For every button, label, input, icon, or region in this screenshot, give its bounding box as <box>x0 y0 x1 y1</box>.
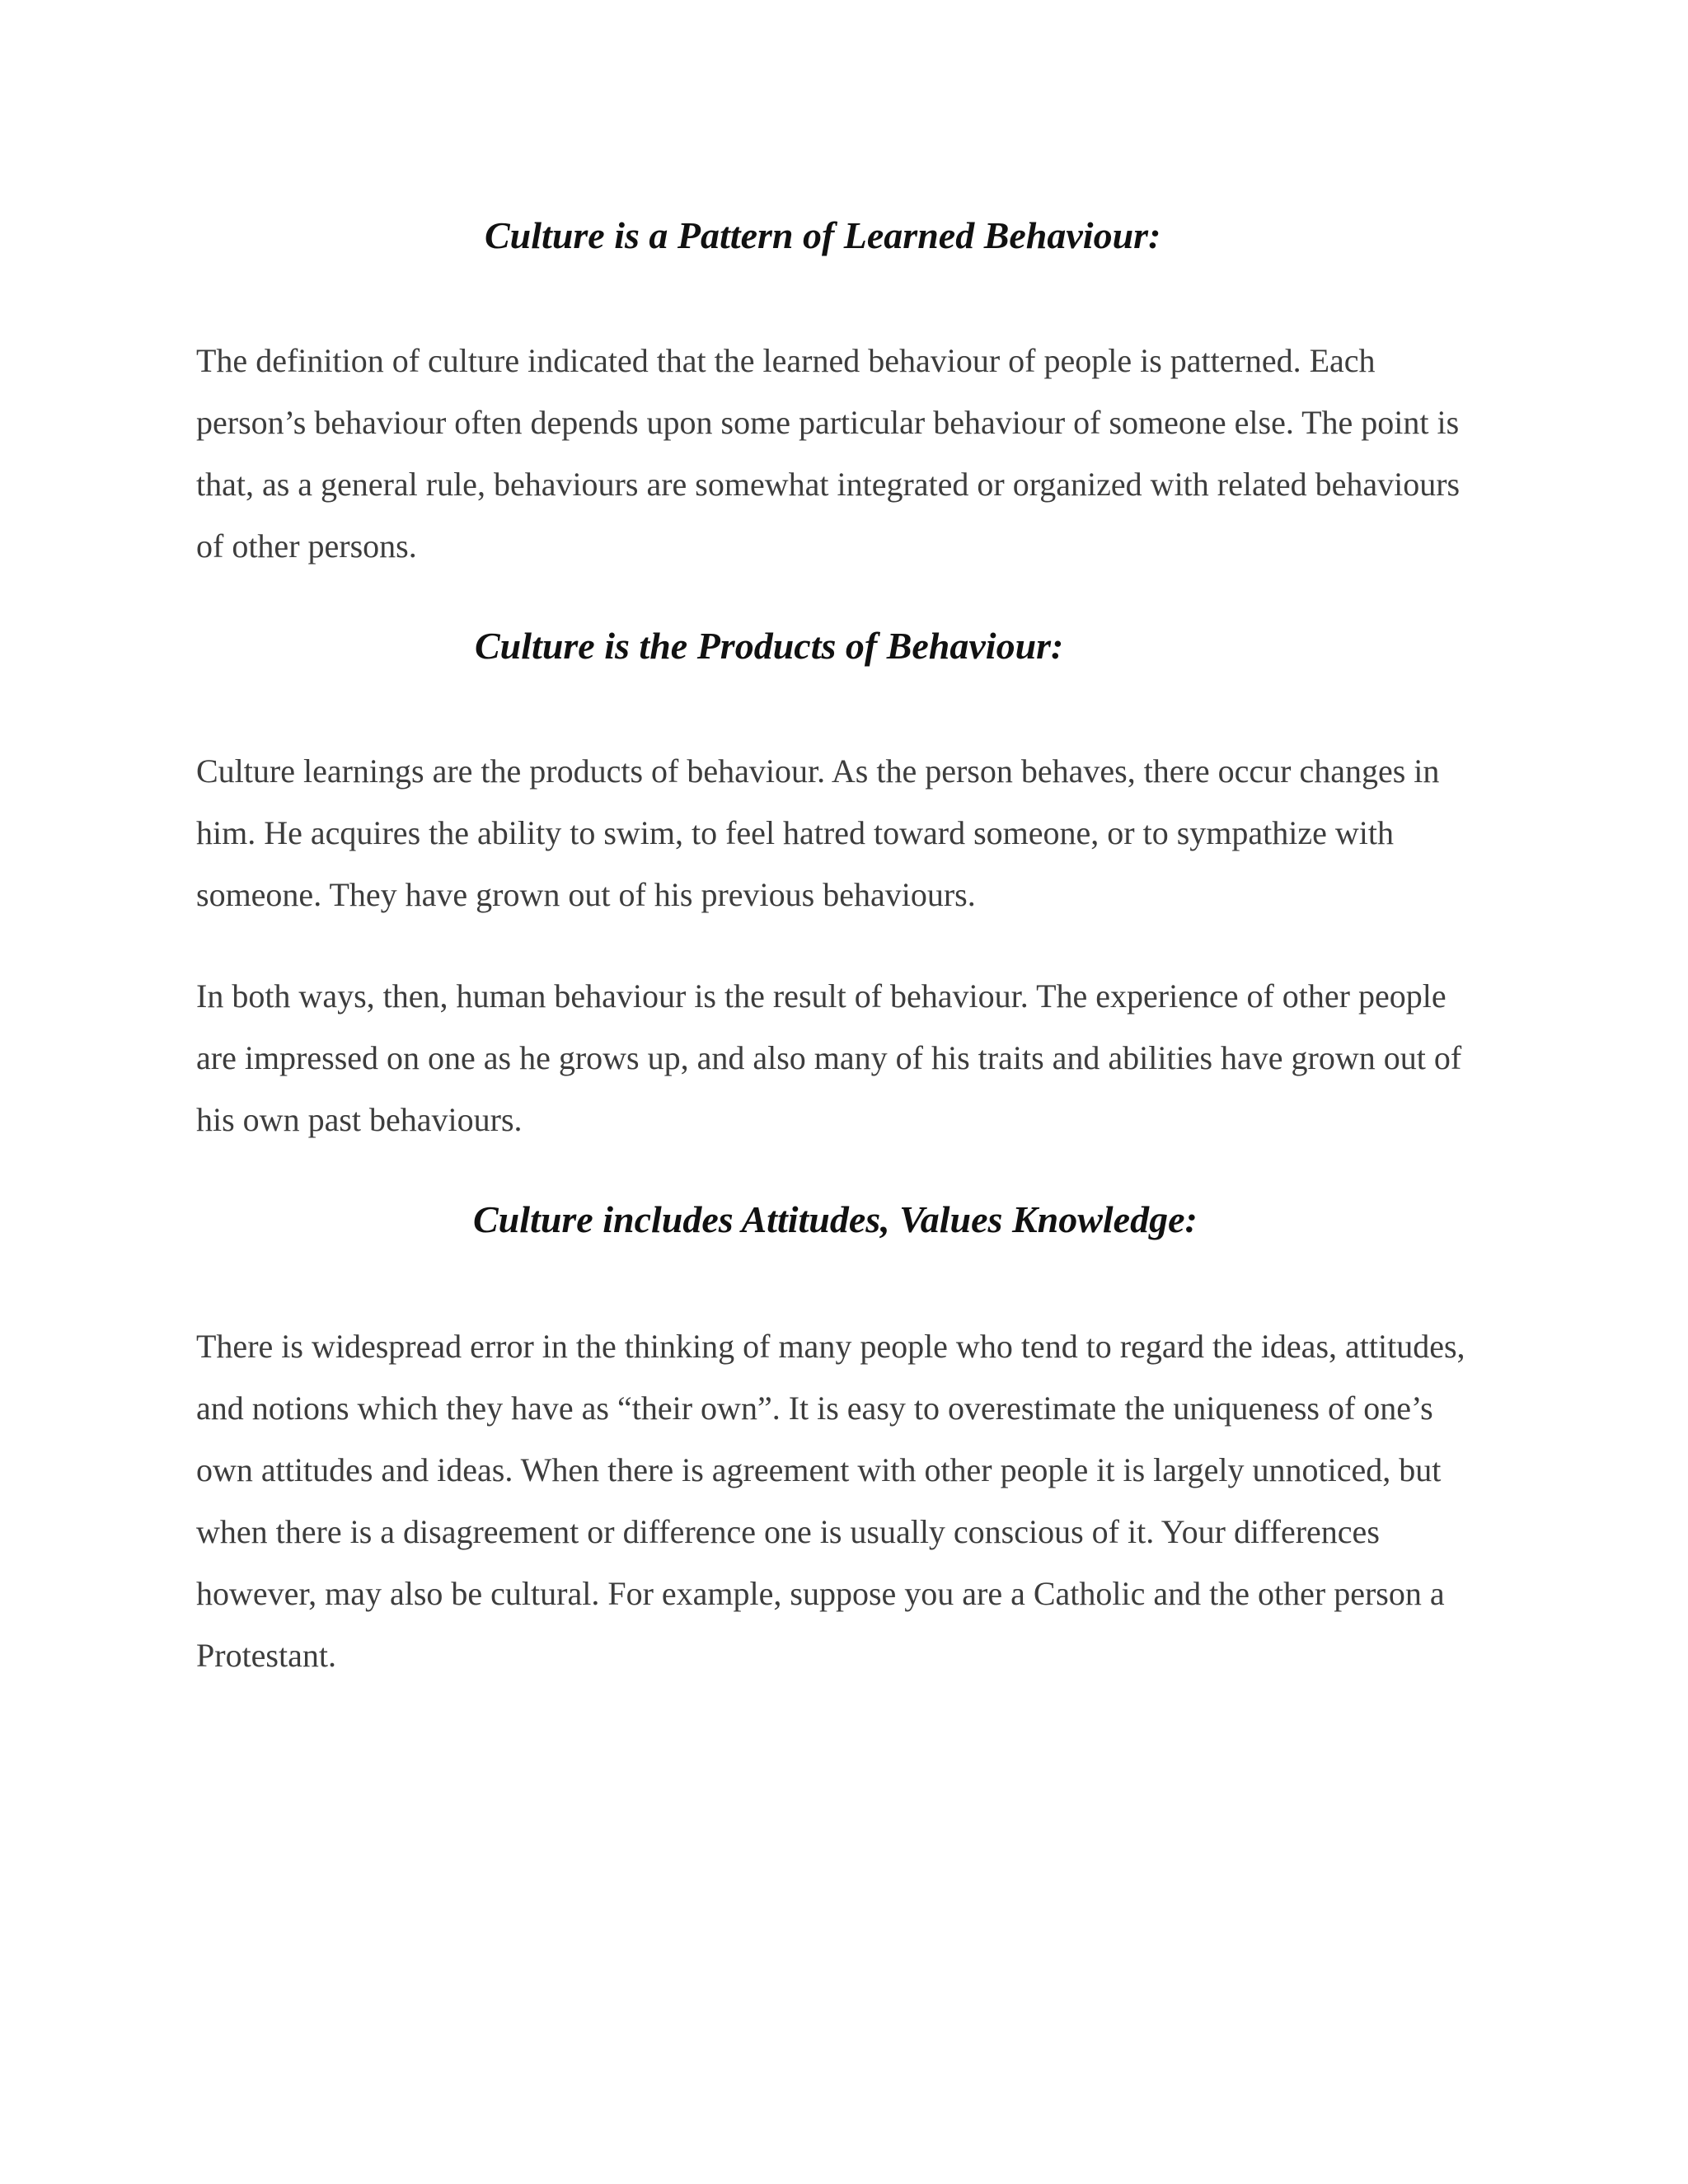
section-heading-products-of-behaviour: Culture is the Products of Behaviour: <box>475 625 1064 667</box>
paragraph-line: when there is a disagreement or difference one is usually conscious of it. Your differences <box>196 1513 1380 1550</box>
paragraph-line: and notions which they have as “their own”. It is easy to overestimate the uniqueness of one’s <box>196 1390 1433 1427</box>
paragraph-line: Culture learnings are the products of behaviour. As the person behaves, there occur changes in <box>196 752 1440 790</box>
paragraph-line: Protestant. <box>196 1637 336 1674</box>
paragraph-learned-behaviour <box>196 330 1482 577</box>
paragraph-line: of other persons. <box>196 527 417 565</box>
paragraph-line: however, may also be cultural. For example, suppose you are a Catholic and the other person a <box>196 1575 1445 1612</box>
paragraph-line: person’s behaviour often depends upon some particular behaviour of someone else. The point is <box>196 404 1460 441</box>
paragraph-attitudes-values <box>196 1315 1482 1686</box>
paragraph-line: someone. They have grown out of his previous behaviours. <box>196 876 976 913</box>
paragraph-line: his own past behaviours. <box>196 1101 523 1138</box>
paragraph-line: In both ways, then, human behaviour is the result of behaviour. The experience of other people <box>196 977 1447 1015</box>
paragraph-products-of-behaviour <box>196 740 1482 926</box>
paragraph-line: that, as a general rule, behaviours are somewhat integrated or organized with related behaviours <box>196 466 1461 503</box>
section-heading-attitudes-values: Culture includes Attitudes, Values Knowledge: <box>473 1198 1198 1240</box>
paragraph-line: The definition of culture indicated that the learned behaviour of people is patterned. Each <box>196 342 1376 379</box>
paragraph-line: him. He acquires the ability to swim, to feel hatred toward someone, or to sympathize with <box>196 814 1394 851</box>
paragraph-line: There is widespread error in the thinking of many people who tend to regard the ideas, attitudes, <box>196 1328 1465 1365</box>
section-heading-learned-behaviour: Culture is a Pattern of Learned Behaviour: <box>485 214 1161 256</box>
paragraph-line: own attitudes and ideas. When there is agreement with other people it is largely unnoticed, but <box>196 1451 1442 1488</box>
paragraph-line: are impressed on one as he grows up, and also many of his traits and abilities have grown out of <box>196 1039 1462 1076</box>
paragraph-both-ways <box>196 965 1482 1151</box>
